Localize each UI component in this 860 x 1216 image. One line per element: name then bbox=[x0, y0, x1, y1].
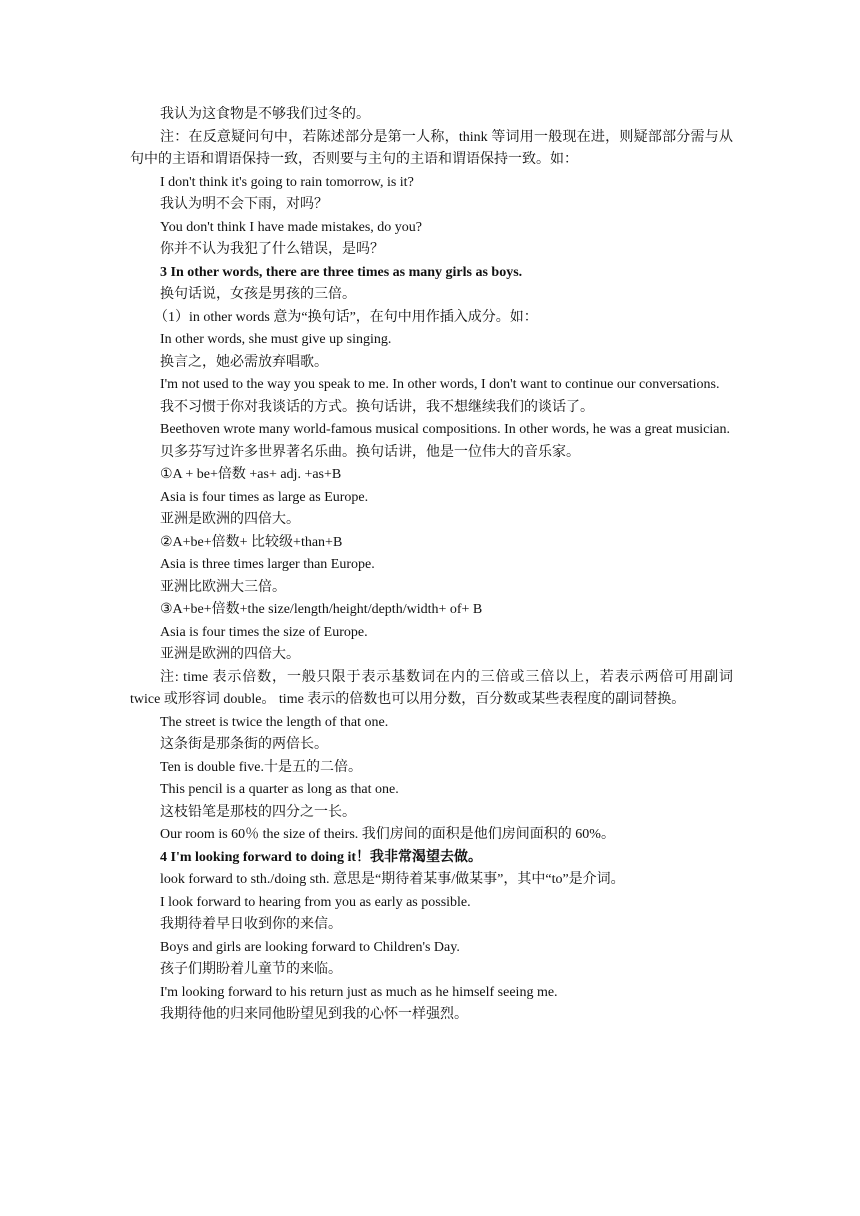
paragraph-34: I look forward to hearing from you as early as possible. bbox=[160, 894, 471, 910]
paragraph-11: 换言之，她必需放弃唱歌。 bbox=[160, 354, 328, 370]
section-heading-4: 4 I'm looking forward to doing it！我非常渴望去做。 bbox=[160, 849, 483, 865]
paragraph-3: I don't think it's going to rain tomorrow, is it? bbox=[160, 174, 414, 190]
paragraph-22: ③A+be+倍数+the size/length/height/depth/width+ of+ B bbox=[160, 602, 483, 617]
paragraph-37: 孩子们期盼着儿童节的来临。 bbox=[160, 962, 342, 977]
paragraph-39: 我期待他的归来同他盼望见到我的心怀一样强烈。 bbox=[160, 1007, 468, 1022]
paragraph-10: In other words, she must give up singing. bbox=[160, 332, 392, 347]
paragraph-16: ①A + be+倍数 +as+ adj. +as+B bbox=[160, 467, 342, 482]
paragraph-4: 我认为明不会下雨，对吗？ bbox=[160, 197, 328, 212]
paragraph-19: ②A+be+倍数+ 比较级+than+B bbox=[160, 534, 343, 550]
paragraph-15: 贝多芬写过许多世界著名乐曲。换句话讲，他是一位伟大的音乐家。 bbox=[160, 444, 580, 460]
paragraph-20: Asia is three times larger than Europe. bbox=[160, 557, 375, 572]
paragraph-36: Boys and girls are looking forward to Children's Day. bbox=[160, 939, 460, 955]
paragraph-26: The street is twice the length of that one. bbox=[160, 714, 389, 730]
paragraph-28: Ten is double five.十是五的二倍。 bbox=[160, 759, 362, 775]
paragraph-27: 这条街是那条街的两倍长。 bbox=[160, 737, 328, 752]
section-heading-3: 3 In other words, there are three times as many girls as boys. bbox=[160, 264, 523, 280]
paragraph-12: I'm not used to the way you speak to me. In other words, I don't want to continue our conversations. bbox=[160, 377, 720, 392]
paragraph-25: 注: time 表示倍数，一般只限于表示基数词在内的三倍或三倍以上，若表示两倍可用副词 twice 或形容词 double。 time 表示的倍数也可以用分数，百分数或某些表程度的副词替换。 bbox=[130, 669, 733, 707]
paragraph-33: look forward to sth./doing sth. 意思是“期待着某事/做某事”，其中“to”是介词。 bbox=[160, 872, 625, 887]
paragraph-29: This pencil is a quarter as long as that one. bbox=[160, 782, 399, 797]
paragraph-38: I'm looking forward to his return just as much as he himself seeing me. bbox=[160, 984, 558, 1000]
paragraph-13: 我不习惯于你对我谈话的方式。换句话讲，我不想继续我们的谈话了。 bbox=[160, 399, 594, 415]
paragraph-14: Beethoven wrote many world-famous musical compositions. In other words, he was a great musician. bbox=[160, 422, 730, 437]
paragraph-17: Asia is four times as large as Europe. bbox=[160, 489, 369, 505]
paragraph-6: 你并不认为我犯了什么错误，是吗？ bbox=[160, 242, 384, 257]
paragraph-23: Asia is four times the size of Europe. bbox=[160, 624, 368, 640]
paragraph-21: 亚洲比欧洲大三倍。 bbox=[160, 579, 286, 595]
paragraph-5: You don't think I have made mistakes, do you? bbox=[160, 219, 423, 235]
paragraph-9: （1）in other words 意为“换句话”，在句中用作插入成分。如： bbox=[154, 309, 538, 325]
paragraph-30: 这枝铅笔是那枝的四分之一长。 bbox=[160, 804, 356, 820]
paragraph-8: 换句话说，女孩是男孩的三倍。 bbox=[160, 287, 356, 302]
paragraph-31: Our room is 60％ the size of theirs. 我们房间的面积是他们房间面积的 60%。 bbox=[160, 827, 615, 842]
paragraph-2: 注：在反意疑问句中，若陈述部分是第一人称，think 等词用一般现在进，则疑部部分需与从句中的主语和谓语保持一致，否则要与主句的主语和谓语保持一致。如： bbox=[130, 129, 733, 167]
paragraph-18: 亚洲是欧洲的四倍大。 bbox=[160, 512, 300, 527]
document-page bbox=[130, 104, 733, 1027]
paragraph-1: 我认为这食物是不够我们过冬的。 bbox=[160, 107, 370, 122]
paragraph-35: 我期待着早日收到你的来信。 bbox=[160, 917, 342, 932]
paragraph-24: 亚洲是欧洲的四倍大。 bbox=[160, 647, 300, 662]
